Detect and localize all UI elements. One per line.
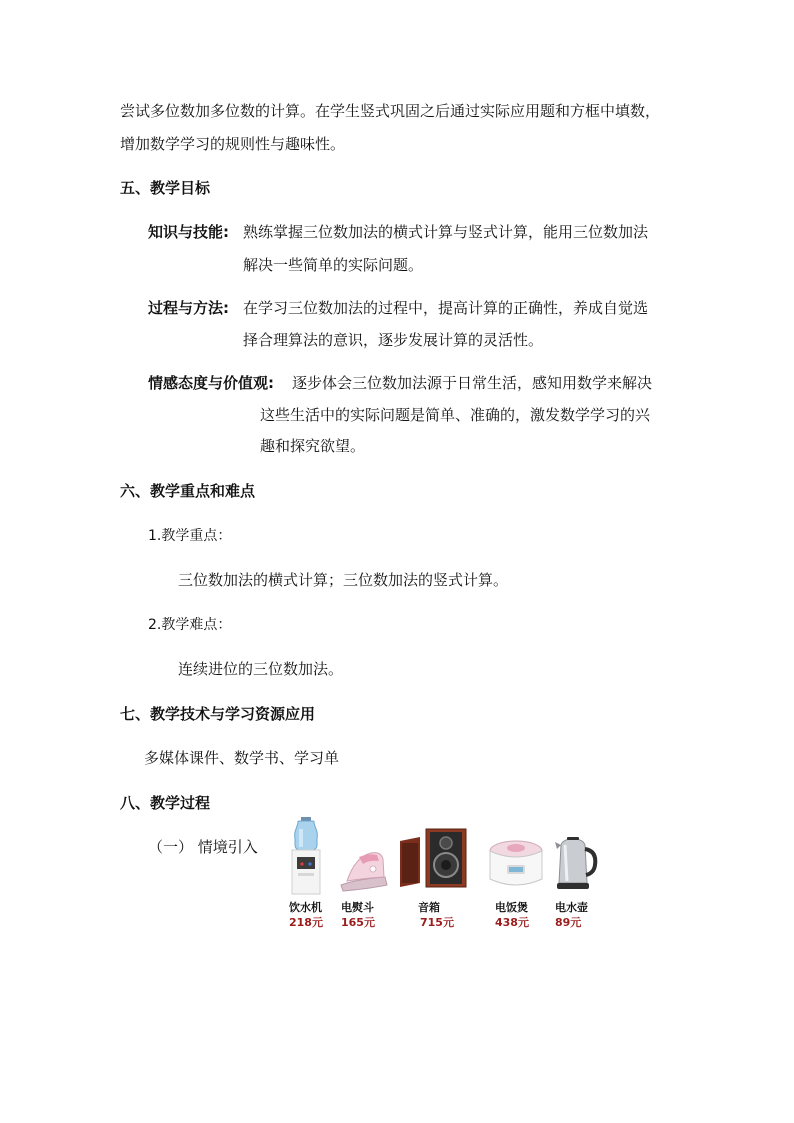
product-name: 电饭煲: [495, 901, 528, 914]
key-point-text: 三位数加法的横式计算；三位数加法的竖式计算。: [178, 571, 509, 589]
emotion-line-1: 逐步体会三位数加法源于日常生活，感知用数学来解决: [292, 374, 653, 392]
speaker-icon: [398, 827, 476, 889]
emotion-line-3: 趣和探究欲望。: [260, 437, 366, 455]
intro-line-1: 尝试多位数加多位数的计算。在学生竖式巩固之后通过实际应用题和方框中填数，: [120, 102, 661, 120]
intro-line-2: 增加数学学习的规则性与趣味性。: [120, 135, 346, 153]
section-6-heading: 六、教学重点和难点: [120, 482, 256, 500]
product-price: 218元: [289, 916, 323, 929]
section-8-heading: 八、教学过程: [120, 794, 211, 812]
rice-cooker-icon: [487, 835, 545, 891]
product-illustration: [285, 815, 605, 935]
resources-text: 多媒体课件、数学书、学习单: [144, 749, 340, 767]
difficulty-text: 连续进位的三位数加法。: [178, 660, 344, 678]
water-dispenser-icon: [289, 817, 323, 895]
knowledge-label: 知识与技能:: [148, 223, 229, 241]
product-price: 89元: [555, 916, 582, 929]
product-price: 715元: [420, 916, 454, 929]
process-line-2: 择合理算法的意识，逐步发展计算的灵活性。: [243, 331, 544, 349]
emotion-line-2: 这些生活中的实际问题是简单、准确的，激发数学学习的兴: [260, 406, 651, 424]
situation-intro-heading: （一） 情境引入: [148, 838, 258, 856]
product-name: 电水壶: [555, 901, 588, 914]
product-price: 165元: [341, 916, 375, 929]
product-name: 饮水机: [289, 901, 322, 914]
emotion-label: 情感态度与价值观:: [148, 374, 274, 392]
difficulty-label: 2.教学难点：: [148, 617, 232, 633]
knowledge-line-2: 解决一些简单的实际问题。: [243, 256, 424, 274]
product-name: 音箱: [418, 901, 440, 914]
key-point-label: 1.教学重点：: [148, 528, 232, 544]
section-5-heading: 五、教学目标: [120, 179, 211, 197]
process-line-1: 在学习三位数加法的过程中，提高计算的正确性，养成自觉选: [243, 299, 649, 317]
kettle-icon: [555, 837, 599, 891]
section-7-heading: 七、教学技术与学习资源应用: [120, 705, 316, 723]
knowledge-line-1: 熟练掌握三位数加法的横式计算与竖式计算，能用三位数加法: [243, 223, 649, 241]
process-label: 过程与方法:: [148, 299, 229, 317]
iron-icon: [337, 845, 389, 893]
product-price: 438元: [495, 916, 529, 929]
product-name: 电熨斗: [341, 901, 374, 914]
